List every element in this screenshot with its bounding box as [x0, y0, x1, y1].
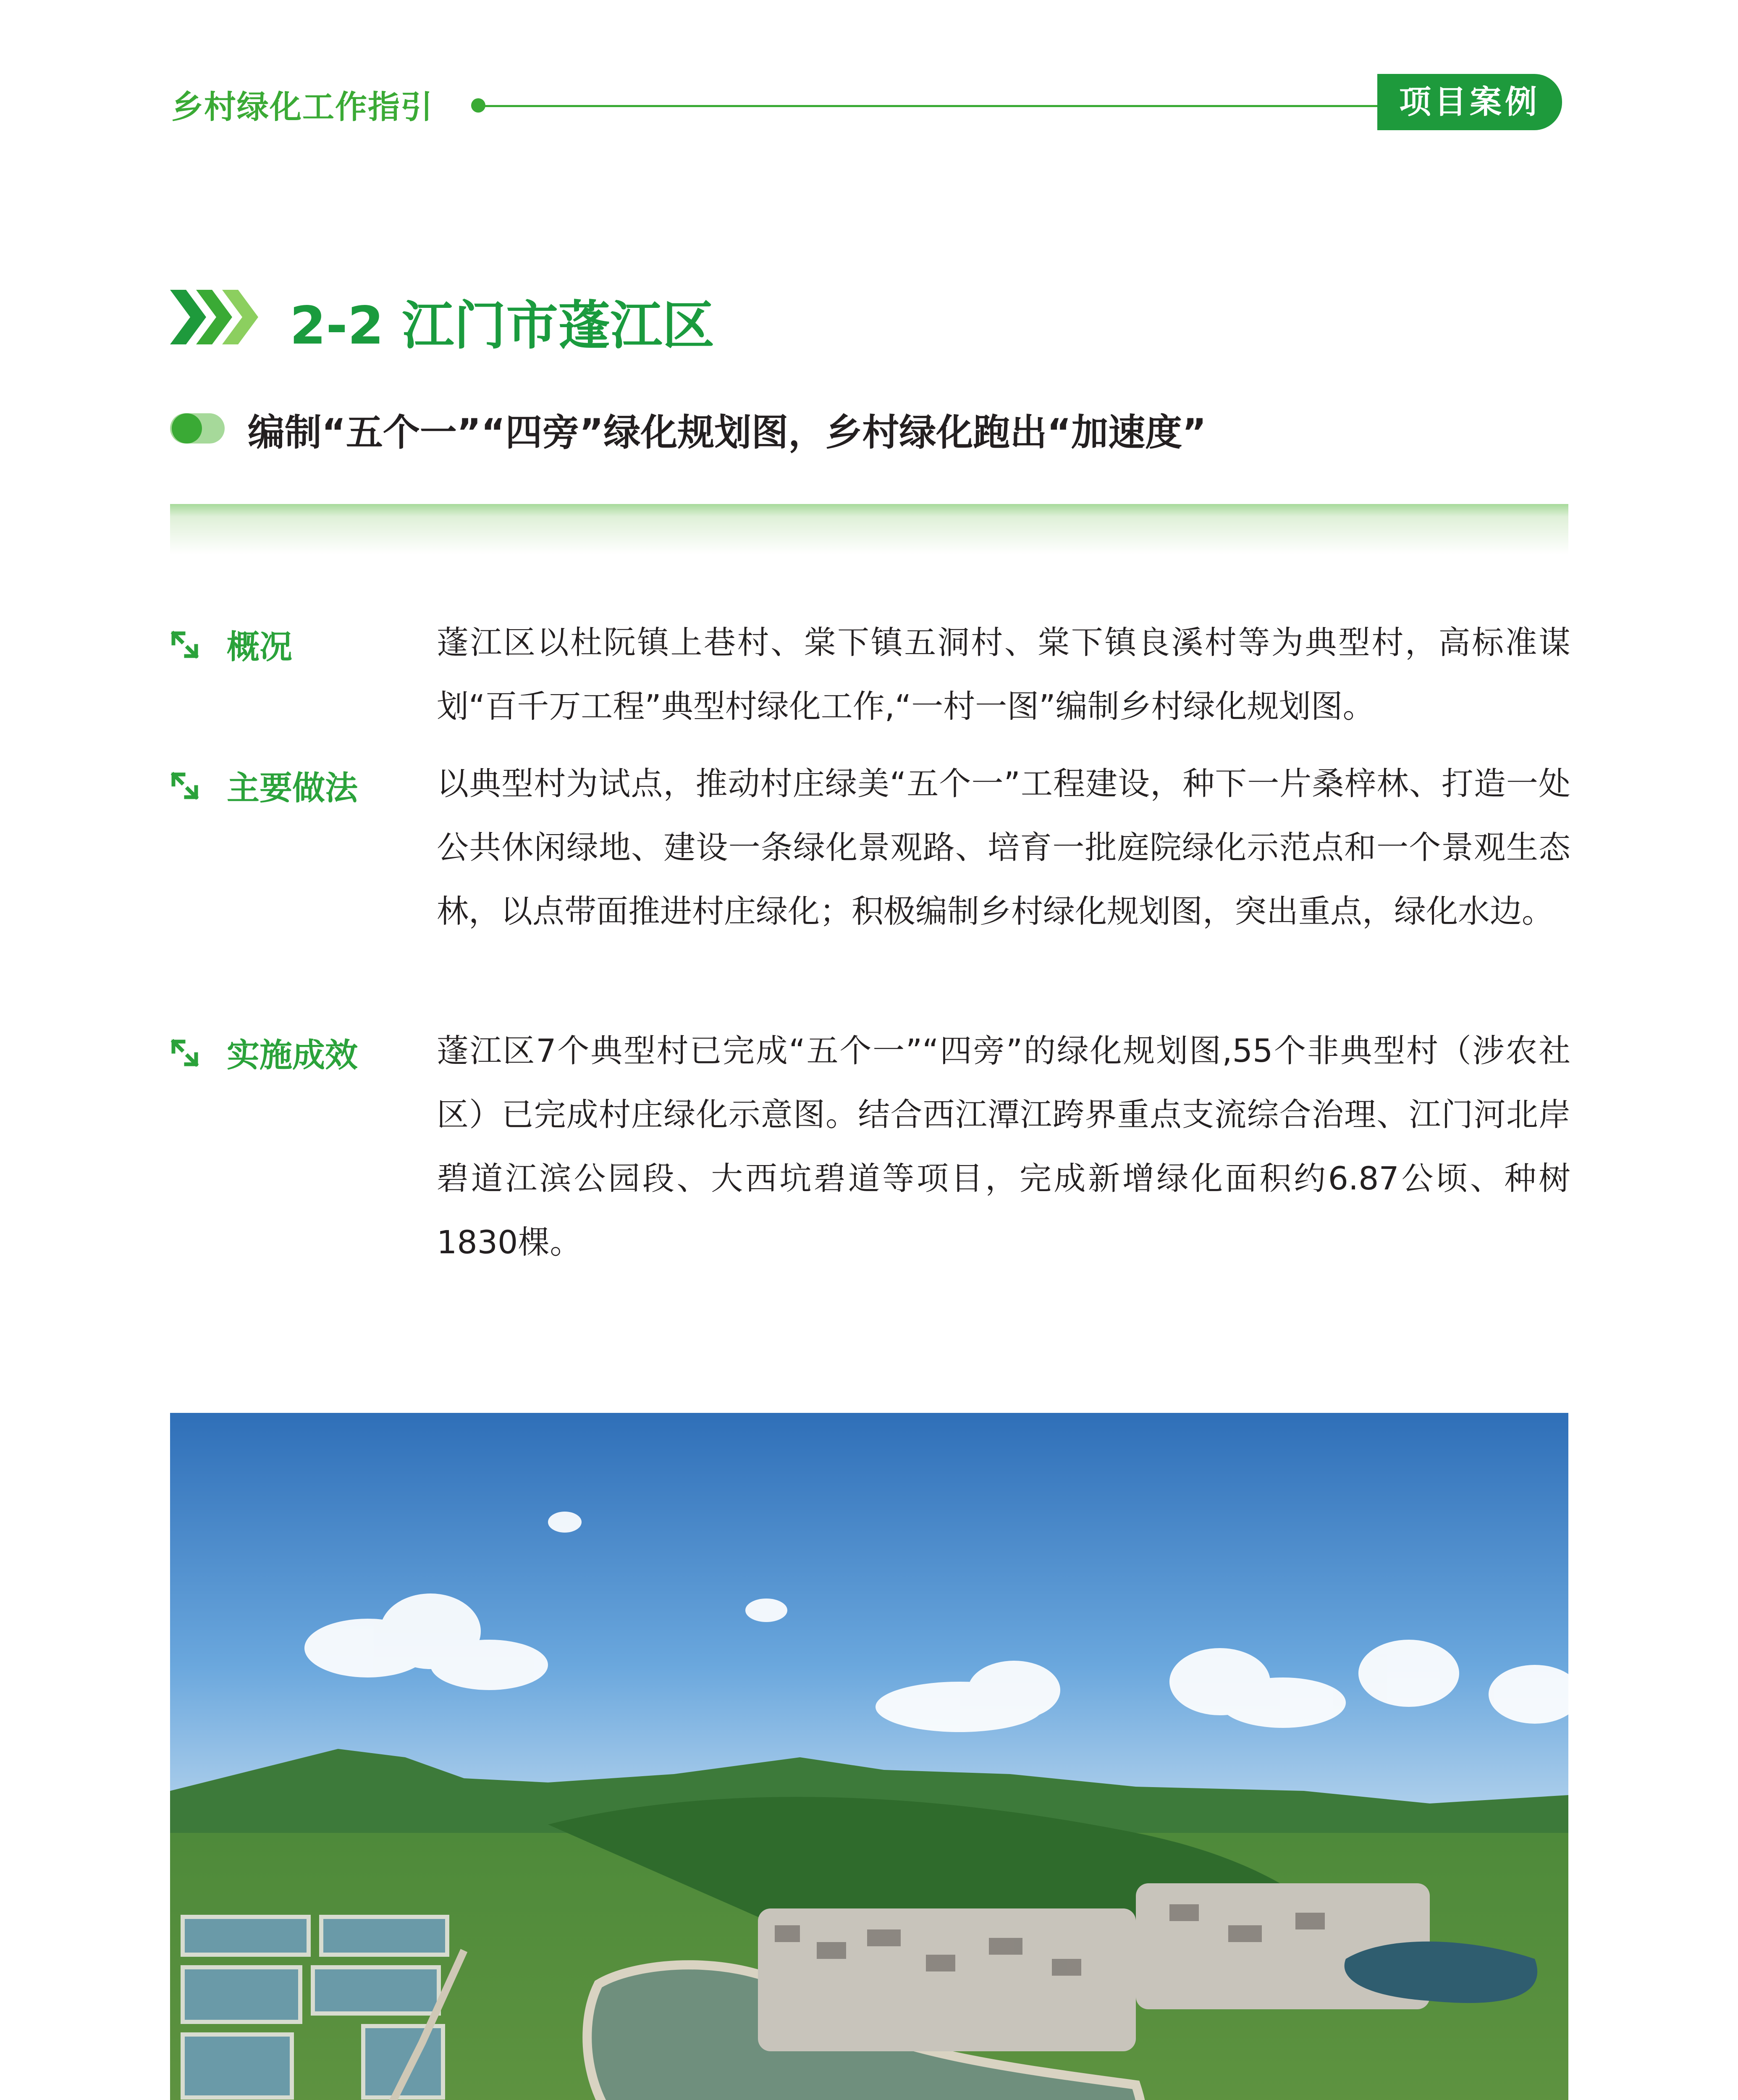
expand-arrows-icon — [170, 630, 199, 659]
header-rule — [483, 105, 1390, 107]
expand-arrows-icon — [170, 1038, 199, 1068]
section-title: 2-2 江门市蓬江区 — [290, 296, 715, 356]
item-label-overview: 概况 — [227, 628, 293, 666]
section-subtitle: 编制“五个一”“四旁”绿化规划图，乡村绿化跑出“加速度” — [248, 411, 1207, 454]
item-label-results: 实施成效 — [227, 1037, 358, 1074]
item-text-results: 蓬江区7个典型村已完成“五个一”“四旁”的绿化规划图,55个非典型村（涉农社区）已完成村庄绿化示意图。结合西江潭江跨界重点支流综合治理、江门河北岸碧道江滨公园段、大西坑碧道等项目，完成新增绿化面积约6.87公顷、种树1830棵。 — [437, 1032, 1570, 1261]
section-tag: 项目案例 — [1377, 74, 1562, 130]
item-text-overview: 蓬江区以杜阮镇上巷村、棠下镇五洞村、棠下镇良溪村等为典型村，高标准谋划“百千万工程”典型村绿化工作,“一村一图”编制乡村绿化规划图。 — [437, 624, 1570, 725]
running-header-title: 乡村绿化工作指引 — [171, 88, 433, 126]
expand-arrows-icon — [170, 771, 199, 801]
chevrons-icon — [170, 290, 262, 344]
item-text-methods: 以典型村为试点，推动村庄绿美“五个一”工程建设，种下一片桑梓林、打造一处公共休闲绿地、建设一条绿化景观路、培育一批庭院绿化示范点和一个景观生态林，以点带面推进村庄绿化；积极编制乡村绿化规划图，突出重点，绿化水边。 — [437, 765, 1570, 930]
aerial-village-photo — [170, 1413, 1568, 2100]
pill-bullet-icon — [170, 413, 225, 444]
gradient-divider — [170, 504, 1568, 554]
item-label-methods: 主要做法 — [227, 769, 358, 807]
